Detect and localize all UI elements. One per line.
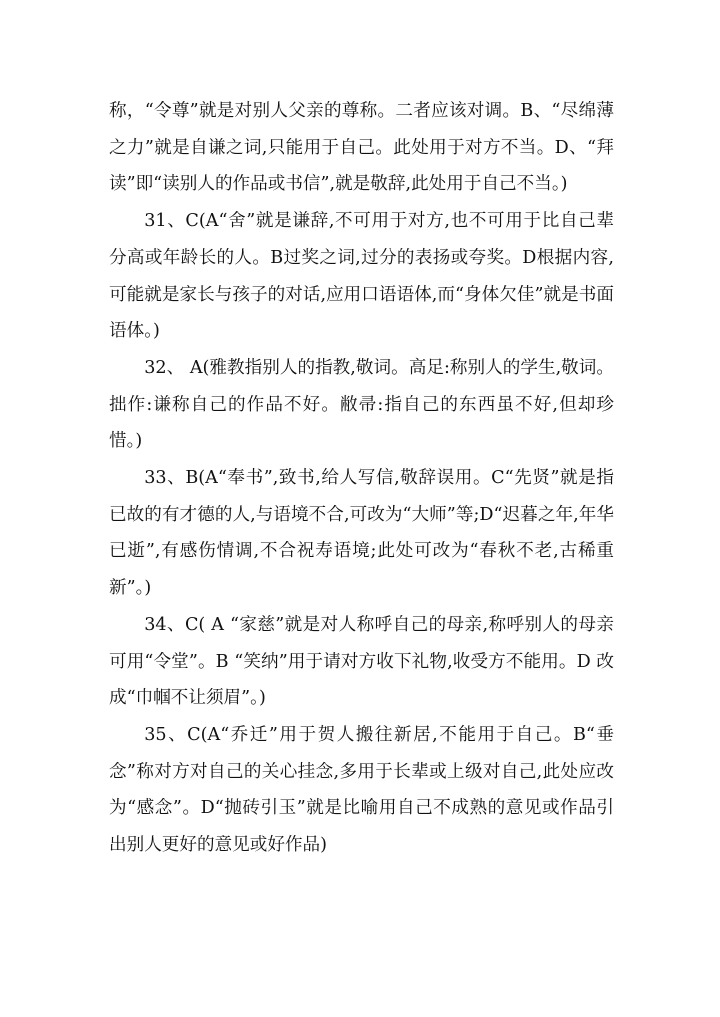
paragraph-answer-32: 32、 A(雅教指别人的指教,敬词。高足:称别人的学生,敬词。拙作:谦称自己的作品不好。敝帚:指自己的东西虽不好,但却珍惜。) <box>109 357 614 452</box>
paragraph-answer-33: 33、B(A“奉书”,致书,给人写信,敬辞误用。C“先贤”就是指已故的有才德的人,与语境不合,可改为“大师”等;D“迟暮之年,年华已逝”,有感伤情调,不合祝寿语境;此处可改为“春秋不老,古稀重新”。) <box>109 468 614 599</box>
paragraph-answer-35: 35、C(A“乔迁”用于贺人搬往新居,不能用于自己。B“垂念”称对方对自己的关心挂念,多用于长辈或上级对自己,此处应改为“感念”。D“抛砖引玉”就是比喻用自己不成熟的意见或作品引出别人更好的意见或好作品) <box>109 724 614 856</box>
paragraph-continuation: 称，“令尊”就是对别人父亲的尊称。二者应该对调。B、“尽绵薄之力”就是自谦之词,只能用于自己。此处用于对方不当。D、“拜读”即“读别人的作品或书信”,就是敬辞,此处用于自己不当。) <box>109 101 614 195</box>
paragraph-answer-34: 34、C( A “家慈”就是对人称呼自己的母亲,称呼别人的母亲可用“令堂”。B “笑纳”用于请对方收下礼物,收受方不能用。D 改成“巾帼不让须眉”。) <box>109 614 614 709</box>
paragraph-answer-31: 31、C(A“舍”就是谦辞,不可用于对方,也不可用于比自己辈分高或年龄长的人。B过奖之词,过分的表扬或夸奖。D根据内容,可能就是家长与孩子的对话,应用口语语体,而“身体欠佳”就是书面语体。) <box>109 211 614 342</box>
document-body <box>109 93 614 864</box>
